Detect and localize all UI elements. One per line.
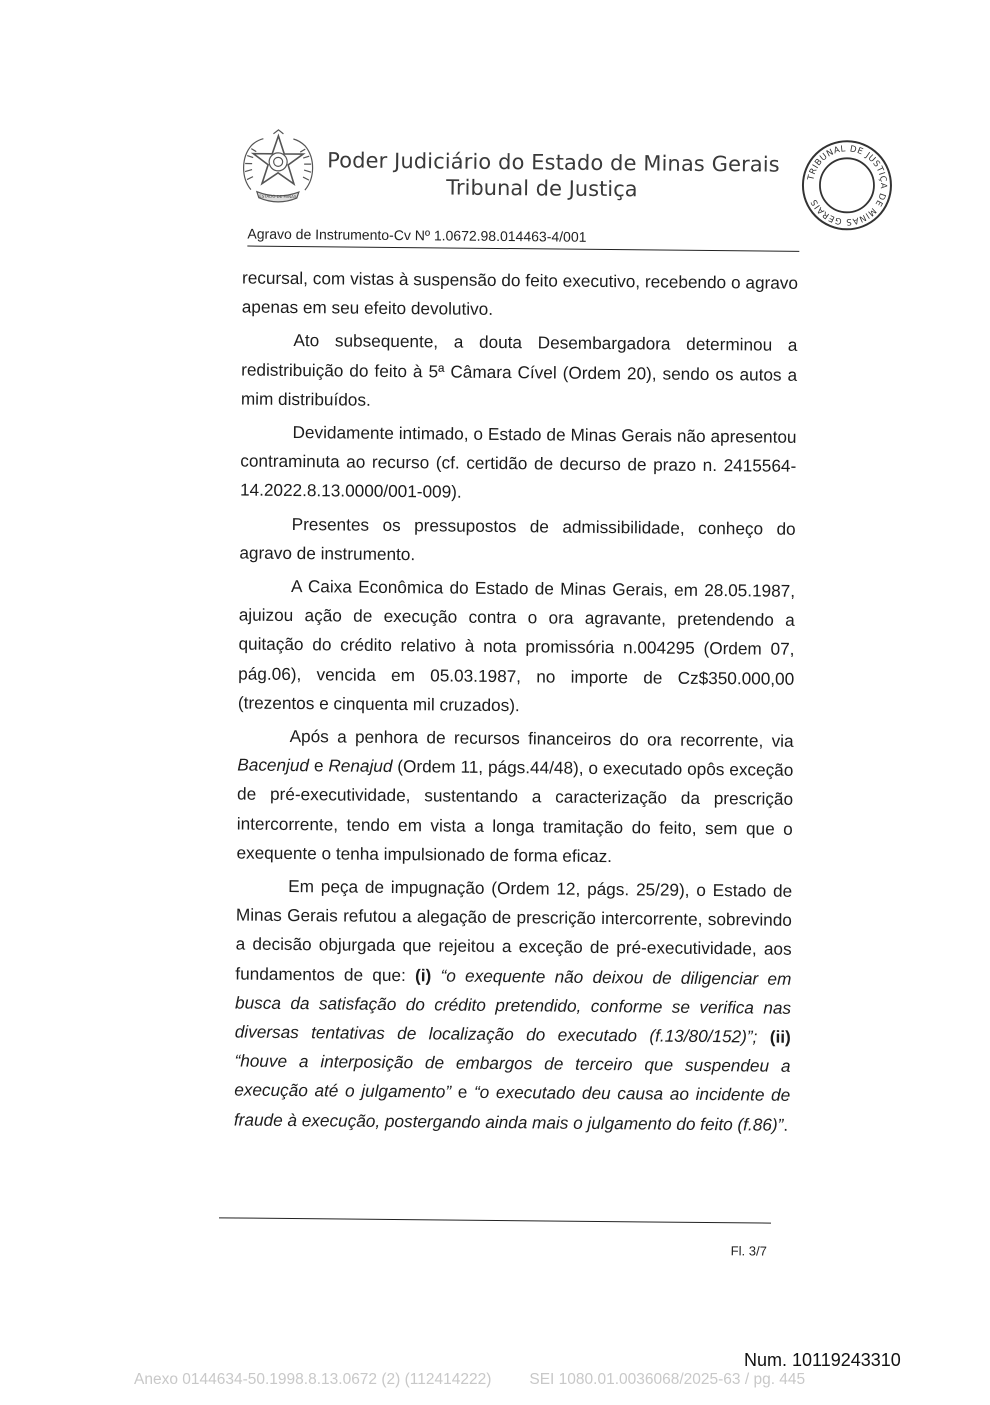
footer-rule — [219, 1217, 771, 1223]
folio-number: Fl. 3/7 — [730, 1243, 767, 1259]
p7-item-i: (i) — [414, 964, 432, 986]
svg-text:TRIBUNAL DE JUSTIÇA DE MINAS G: TRIBUNAL DE JUSTIÇA DE MINAS GERAIS — [806, 144, 889, 227]
institution-line-1: Poder Judiciário do Estado de Minas Gerais — [327, 148, 780, 177]
p7-space — [757, 1027, 770, 1047]
paragraph-3: Devidamente intimado, o Estado de Minas Gerais não apresentou contraminuta ao recurso (cf. certidão de decurso de prazo n. 2415564-14.2022.8.13.0000/001-009). — [239, 422, 797, 503]
p7-quote-iii: “o executado deu causa ao incidente de fraude à execução, postergando ainda mais o julgamento do feito (f.86)” — [233, 1082, 791, 1135]
p7-item-ii: (ii) — [769, 1026, 791, 1047]
p7-text-g: e — [450, 1082, 475, 1103]
p6-text-e: (Ordem 11, págs.44/48), o executado opôs exceção de pré-executividade, sustentando a caracterização da prescrição intercorrente, tendo em vista a longa tramitação do feito, sem que o exequente o tenha impulsionado de forma eficaz. — [236, 756, 794, 866]
court-seal-icon — [801, 139, 894, 232]
p6-text-a: Após a penhora de recursos financeiros do ora recorrente, via — [289, 726, 794, 751]
document-number: Num. 10119243310 — [744, 1350, 901, 1370]
document-body — [234, 264, 798, 1144]
coat-of-arms-icon — [237, 127, 320, 210]
p6-renajud: Renajud — [328, 755, 393, 777]
paragraph-4: Presentes os pressupostos de admissibilidade, conheço do agravo de instrumento. — [239, 513, 796, 565]
institution-title — [327, 148, 780, 202]
paragraph-6 — [236, 722, 793, 873]
sei-reference: SEI 1080.01.0036068/2025-63 / pg. 445 — [529, 1371, 806, 1388]
annex-reference: Anexo 0144634-50.1998.8.13.0672 (2) (112414222) — [134, 1371, 492, 1388]
p7-text-a: Em peça de impugnação (Ordem 12, págs. 25/29), o Estado de Minas Gerais refutou a alegação de prescrição intercorrente, sobrevindo a decisão objurgada que rejeitou a exceção de pré-executividade, aos fundamentos de que: — [235, 876, 793, 985]
p6-bacenjud: Bacenjud — [237, 754, 310, 776]
paragraph-2: Ato subsequente, a douta Desembargadora determinou a redistribuição do feito à 5ª Câmara Cível (Ordem 20), sendo os autos a mim distribuídos. — [240, 330, 798, 410]
header-rule — [247, 246, 799, 252]
institution-line-2: Tribunal de Justiça — [446, 175, 638, 202]
svg-text:ESTADO DE MINAS: ESTADO DE MINAS — [259, 193, 297, 200]
paragraph-7 — [234, 872, 792, 1140]
p7-quote-ii: “houve a interposição de embargos de terceiro que suspendeu a execução até o julgamento” — [234, 1050, 791, 1103]
p7-text-i: . — [783, 1114, 789, 1135]
p7-quote-i: “o exequente não deixou de diligenciar em busca da satisfação do crédito pretendido, conforme se verifica nas diversas tentativas de localização do executado (f.13/80/152)”; — [234, 965, 792, 1047]
paragraph-5: A Caixa Econômica do Estado de Minas Gerais, em 28.05.1987, ajuizou ação de execução contra o ora agravante, pretendendo a quitação do crédito relativo à nota promissória n.004295 (Ordem 07, pág.06), vencida em 05.03.1987, no importe de Cz$350.000,00 (trezentos e cinquenta mil cruzados). — [237, 576, 796, 716]
paragraph-1: recursal, com vistas à suspensão do feito executivo, recebendo o agravo apenas em seu efeito devolutivo. — [241, 267, 799, 320]
annex-footer — [134, 1371, 805, 1389]
p6-text-c: e — [308, 755, 329, 776]
case-reference: Agravo de Instrumento-Cv Nº 1.0672.98.014463-4/001 — [247, 225, 587, 245]
